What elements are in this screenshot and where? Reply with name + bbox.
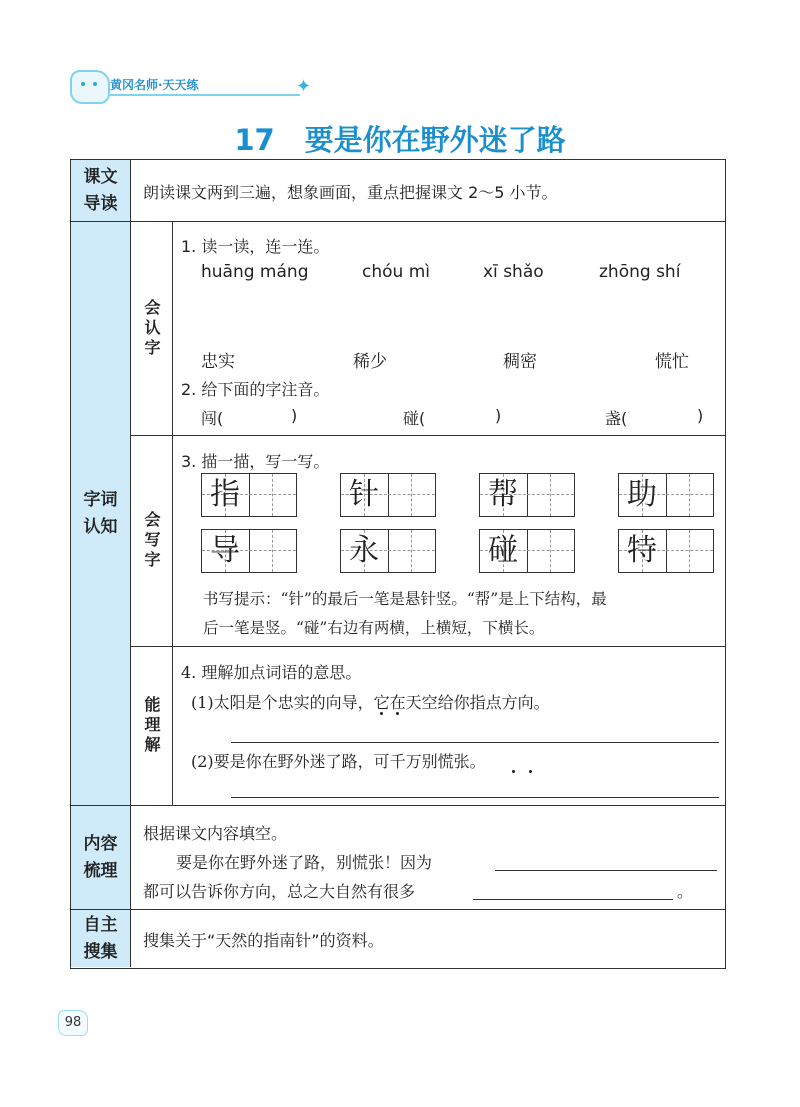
sentence-2: (2)要是你在野外迷了路，可千万别慌张。 <box>191 752 486 771</box>
pinyin-2[interactable]: chóu mì <box>362 262 430 282</box>
worksheet-table <box>70 159 726 969</box>
brand-label: 黄冈名师·天天练 <box>110 78 199 92</box>
trace-char: 碰 <box>488 533 518 568</box>
trace-char: 导 <box>210 533 240 568</box>
row-label-reading-guide: 课文 导读 <box>71 160 131 221</box>
annotate-3: 盏( <box>605 409 628 428</box>
writing-grid[interactable] <box>618 529 714 573</box>
sentence-1: (1)太阳是个忠实的向导，它在天空给你指点方向。 <box>191 693 550 712</box>
fill-blank-1[interactable] <box>495 870 717 871</box>
trace-char: 永 <box>349 533 379 568</box>
lesson-number: 17 <box>234 123 275 157</box>
trace-char: 助 <box>627 477 657 512</box>
summary-period: 。 <box>677 882 694 901</box>
sublabel-write: 会写字 <box>131 436 173 646</box>
answer-line-2[interactable] <box>231 797 719 798</box>
row-label-content-summary: 内容 梳理 <box>71 806 131 909</box>
summary-line-1: 要是你在野外迷了路，别慌张！因为 <box>176 853 433 872</box>
writing-grid[interactable] <box>479 473 575 517</box>
pinyin-1[interactable]: huāng máng <box>201 262 309 282</box>
brand-underline <box>110 94 300 96</box>
writing-tip-line-2: 后一笔是竖。“碰”右边有两横，上横短，下横长。 <box>203 619 545 637</box>
emphasis-dot <box>380 712 383 715</box>
fill-blank-2[interactable] <box>473 899 673 900</box>
trace-char: 帮 <box>488 477 518 512</box>
annotate-2-close: ) <box>495 406 502 425</box>
annotate-3-close: ) <box>697 406 704 425</box>
sub-divider <box>131 435 725 436</box>
summary-intro: 根据课文内容填空。 <box>143 824 288 843</box>
question-4: 4. 理解加点词语的意思。 <box>181 663 362 682</box>
emphasis-dot <box>396 712 399 715</box>
row-label-self-collect: 自主 搜集 <box>71 910 131 967</box>
trace-char: 针 <box>349 477 379 512</box>
annotate-1: 闯( <box>201 409 224 428</box>
answer-line-1[interactable] <box>231 742 719 743</box>
trace-char: 特 <box>627 533 657 568</box>
word-2[interactable]: 稀少 <box>353 352 387 372</box>
sublabel-understand: 能理解 <box>131 647 173 805</box>
writing-tip-line-1: 书写提示：“针”的最后一笔是悬针竖。“帮”是上下结构，最 <box>203 590 607 608</box>
brand-header <box>70 66 312 102</box>
emphasis-dot <box>529 770 532 773</box>
writing-grid[interactable] <box>201 529 297 573</box>
sparkle-star-icon: ✦ <box>296 76 312 97</box>
question-3: 3. 描一描，写一写。 <box>181 452 330 471</box>
self-collect-text: 搜集关于“天然的指南针”的资料。 <box>143 931 384 950</box>
reading-guide-text: 朗读课文两到三遍，想象画面，重点把握课文 2～5 小节。 <box>143 183 558 202</box>
writing-grid[interactable] <box>479 529 575 573</box>
lesson-title-text: 要是你在野外迷了路 <box>304 123 566 157</box>
row-label-word-knowledge: 字词 认知 <box>71 222 131 805</box>
lesson-title <box>0 118 800 159</box>
trace-char: 指 <box>210 477 240 512</box>
question-2: 2. 给下面的字注音。 <box>181 380 330 399</box>
writing-grid[interactable] <box>618 473 714 517</box>
summary-line-2: 都可以告诉你方向，总之大自然有很多 <box>143 882 416 901</box>
pinyin-3[interactable]: xī shǎo <box>483 262 544 282</box>
word-3[interactable]: 稠密 <box>503 352 537 372</box>
annotate-1-close: ) <box>291 406 298 425</box>
word-4[interactable]: 慌忙 <box>655 352 689 372</box>
writing-grid[interactable] <box>340 473 436 517</box>
row-divider <box>71 805 725 806</box>
annotate-2: 碰( <box>403 409 426 428</box>
question-1: 1. 读一读，连一连。 <box>181 237 330 256</box>
sub-divider <box>131 646 725 647</box>
writing-grid[interactable] <box>340 529 436 573</box>
sublabel-recognize: 会认字 <box>131 222 173 435</box>
bear-logo-icon <box>70 70 110 104</box>
word-1[interactable]: 忠实 <box>201 352 235 372</box>
emphasis-dot <box>512 770 515 773</box>
pinyin-4[interactable]: zhōng shí <box>599 262 681 282</box>
writing-grid[interactable] <box>201 473 297 517</box>
page-number: 98 <box>58 1010 88 1036</box>
row-divider <box>71 909 725 910</box>
